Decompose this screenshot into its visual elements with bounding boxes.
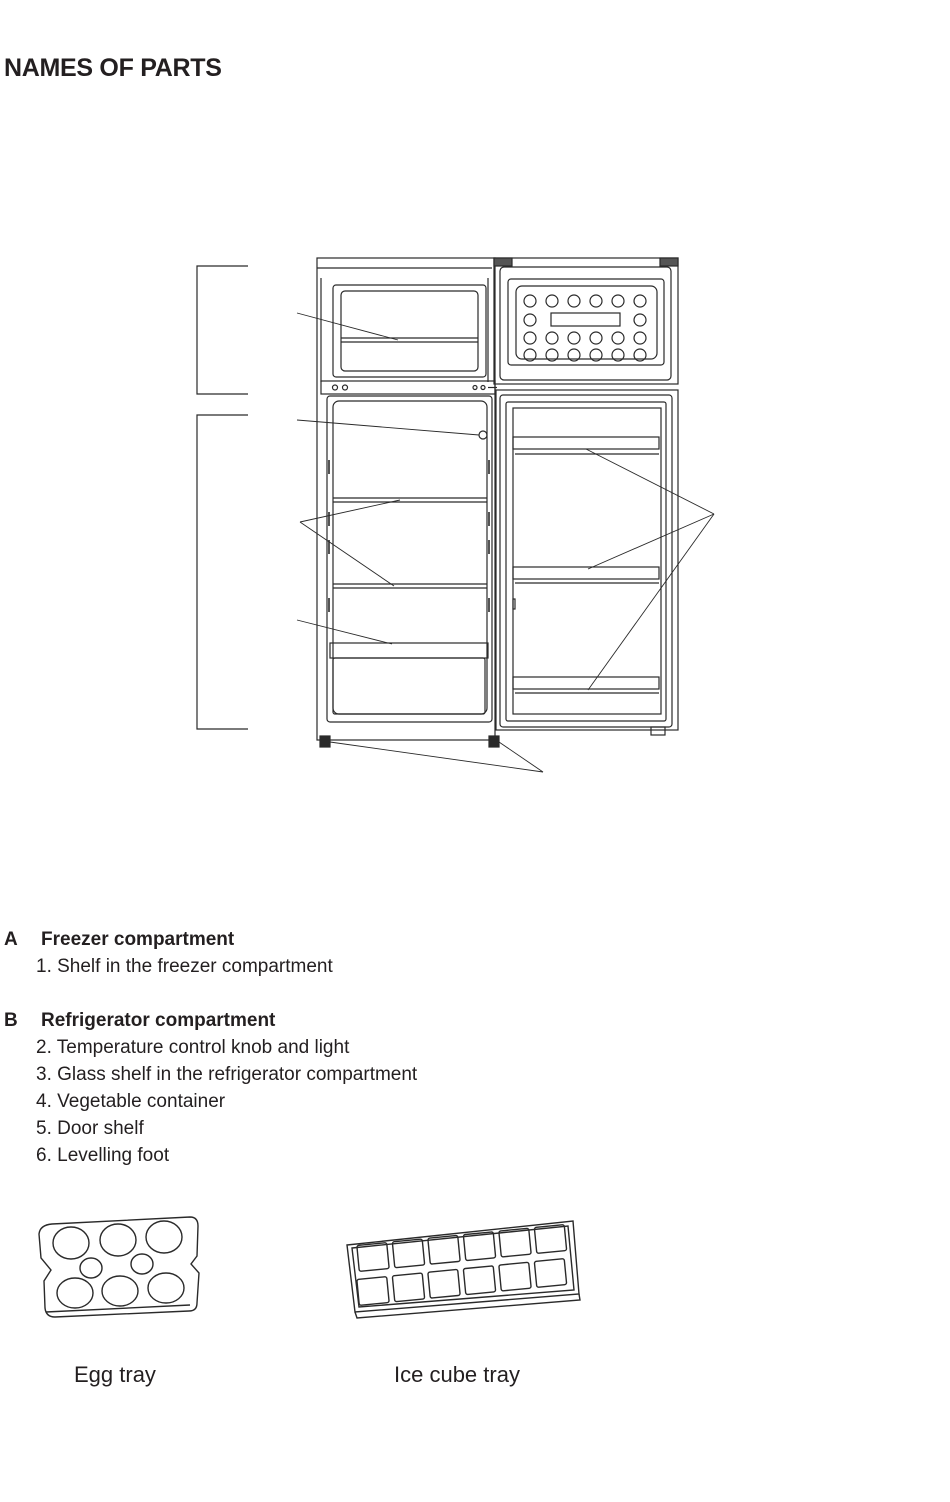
rack-hole: [634, 332, 646, 344]
ice-cube-cell: [463, 1266, 495, 1295]
section-title: Freezer compartment: [41, 929, 235, 950]
ice-cube-cell: [357, 1277, 389, 1306]
rack-hole: [590, 332, 602, 344]
freezer-bracket: [197, 266, 248, 394]
rack-hole: [524, 332, 536, 344]
refrigerator-bracket: [197, 415, 248, 729]
rack-hole: [524, 295, 536, 307]
rack-hole: [568, 295, 580, 307]
part-item: 1. Shelf in the freezer compartment: [36, 956, 333, 977]
rack-hole: [590, 295, 602, 307]
part-item: 3. Glass shelf in the refrigerator compartment: [36, 1064, 418, 1085]
ice-cube-cell: [428, 1269, 460, 1298]
part-item: 4. Vegetable container: [36, 1091, 226, 1112]
rack-hole: [546, 332, 558, 344]
door-rack-holes: [524, 295, 646, 361]
ice-cube-tray-label: Ice cube tray: [394, 1362, 520, 1387]
ice-cube-cell: [499, 1262, 531, 1291]
section-letter: A: [4, 929, 18, 950]
part-item: 5. Door shelf: [36, 1118, 144, 1139]
section-letter: B: [4, 1010, 18, 1031]
rack-hole: [524, 314, 536, 326]
part-item: 2. Temperature control knob and light: [36, 1037, 350, 1058]
rack-hole: [634, 295, 646, 307]
section-title: Refrigerator compartment: [41, 1010, 276, 1031]
ice-cube-tray: [347, 1221, 580, 1318]
section-freezer: [0, 926, 700, 980]
egg-tray: [39, 1217, 199, 1317]
section-heading: [0, 1007, 700, 1034]
freezer-door: [494, 258, 678, 384]
rack-hole: [546, 295, 558, 307]
section-heading: [0, 926, 700, 953]
rack-hole: [612, 295, 624, 307]
page-title: NAMES OF PARTS: [4, 54, 222, 82]
section-refrigerator: [0, 1007, 700, 1169]
ice-cube-cell: [392, 1273, 424, 1302]
part-item: 6. Levelling foot: [36, 1145, 170, 1166]
ice-cube-cell: [534, 1259, 566, 1288]
egg-tray-label: Egg tray: [74, 1362, 156, 1387]
fridge-cabinet: [317, 258, 499, 747]
refrigerator-door: [496, 390, 678, 735]
rack-hole: [634, 314, 646, 326]
rack-hole: [612, 332, 624, 344]
rack-hole: [568, 332, 580, 344]
